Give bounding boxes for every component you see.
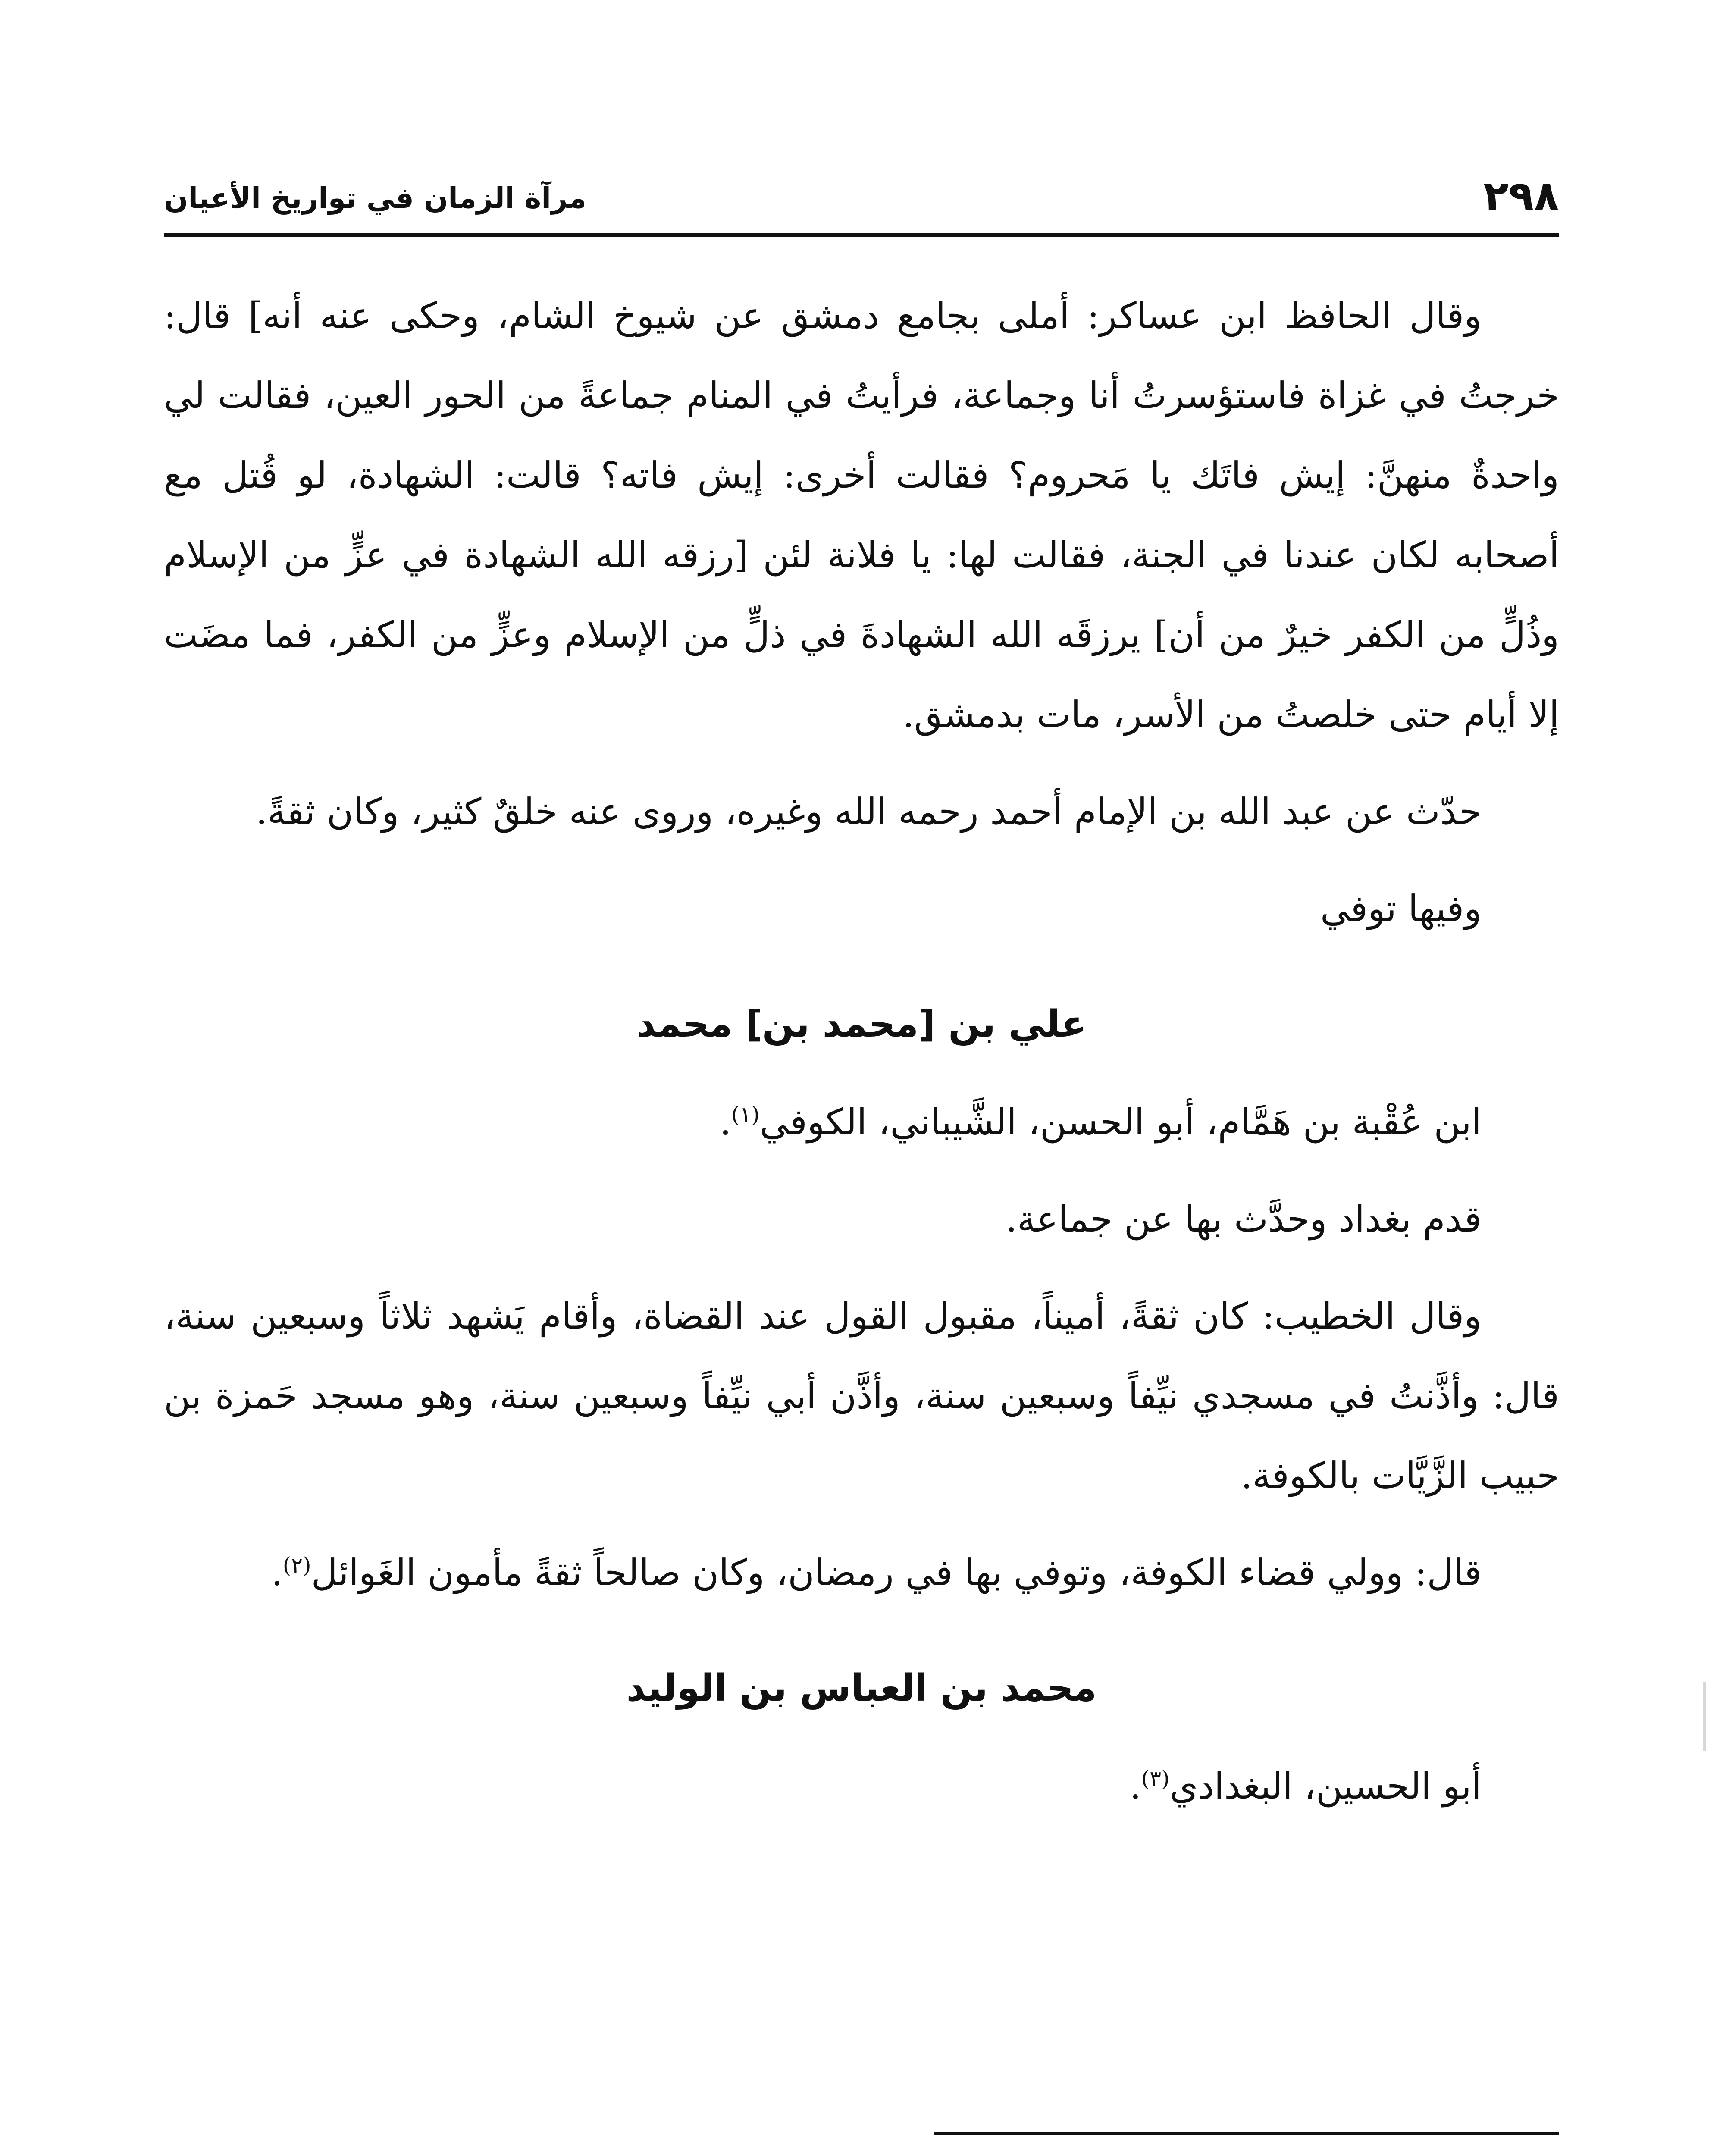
paragraph-deaths-intro: وفيها توفي <box>1320 887 1482 930</box>
page-number: ٢٩٨ <box>1483 172 1559 220</box>
paragraph-narrators: حدّث عن عبد الله بن الإمام أحمد رحمه الله وغيره، وروى عنه خلقٌ كثير، وكان ثقةً. <box>256 790 1482 833</box>
judgeship-period: . <box>271 1551 283 1594</box>
footnote-ref-2: (٢) <box>282 1553 311 1578</box>
running-title: مرآة الزمان في تواريخ الأعيان <box>164 182 586 215</box>
scan-margin-mark <box>1703 1682 1706 1751</box>
judgeship-text: قال: وولي قضاء الكوفة، وتوفي بها في رمضان، وكان صالحاً ثقةً مأمون الغَوائل <box>311 1551 1482 1594</box>
paragraph-abu-al-husayn <box>164 1746 1559 1826</box>
abu-al-husayn-text: أبو الحسين، البغدادي <box>1169 1765 1482 1807</box>
footnote-ref-1: (١) <box>731 1102 760 1127</box>
page-header <box>164 168 1559 237</box>
lineage-text: ابن عُقْبة بن هَمَّام، أبو الحسن، الشَّيباني، الكوفي <box>759 1101 1482 1143</box>
lineage-period: . <box>720 1101 731 1143</box>
abu-al-husayn-period: . <box>1130 1765 1141 1807</box>
paragraph-al-khatib: وقال الخطيب: كان ثقةً، أميناً، مقبول القول عند القضاة، وأقام يَشهد ثلاثاً وسبعين سنة، قال: وأذَّنتُ في مسجدي نيِّفاً وسبعين سنة، وأذَّن أبي نيِّفاً وسبعين سنة، وهو مسجد حَمزة بن حبيب الزَّيَّات بالكوفة. <box>164 1295 1559 1497</box>
paragraph-judgeship <box>164 1533 1559 1613</box>
main-text <box>164 276 1559 1843</box>
footnote-ref-3: (٣) <box>1141 1766 1170 1791</box>
paragraph-baghdad: قدم بغداد وحدَّث بها عن جماعة. <box>1006 1198 1482 1240</box>
biography-heading-ali-ibn-muhammad: علي بن [محمد بن] محمد <box>636 1003 1087 1046</box>
paragraph-lineage <box>164 1082 1559 1162</box>
paragraph-ibn-asakir-narration: وقال الحافظ ابن عساكر: أملى بجامع دمشق عن شيوخ الشام، وحكى عنه أنه] قال: خرجتُ في غزاة فاستؤسرتُ أنا وجماعة، فرأيتُ في المنام جماعةً من الحور العين، فقالت لي واحدةٌ منهنَّ: إيش فاتَك يا مَحروم؟ فقالت أخرى: إيش فاته؟ قالت: الشهادة، لو قُتل مع أصحابه لكان عندنا في الجنة، فقالت لها: يا فلانة لئن [رزقه الله الشهادة في عزٍّ من الإسلام وذُلٍّ من الكفر خيرٌ من أن] يرزقَه الله الشهادةَ في ذلٍّ من الإسلام وعزٍّ من الكفر، فما مضَت إلا أيام حتى خلصتُ من الأسر، مات بدمشق. <box>164 295 1559 736</box>
biography-heading-muhammad-ibn-al-abbas: محمد بن العباس بن الوليد <box>626 1667 1097 1710</box>
footnote-divider <box>934 2132 1559 2135</box>
